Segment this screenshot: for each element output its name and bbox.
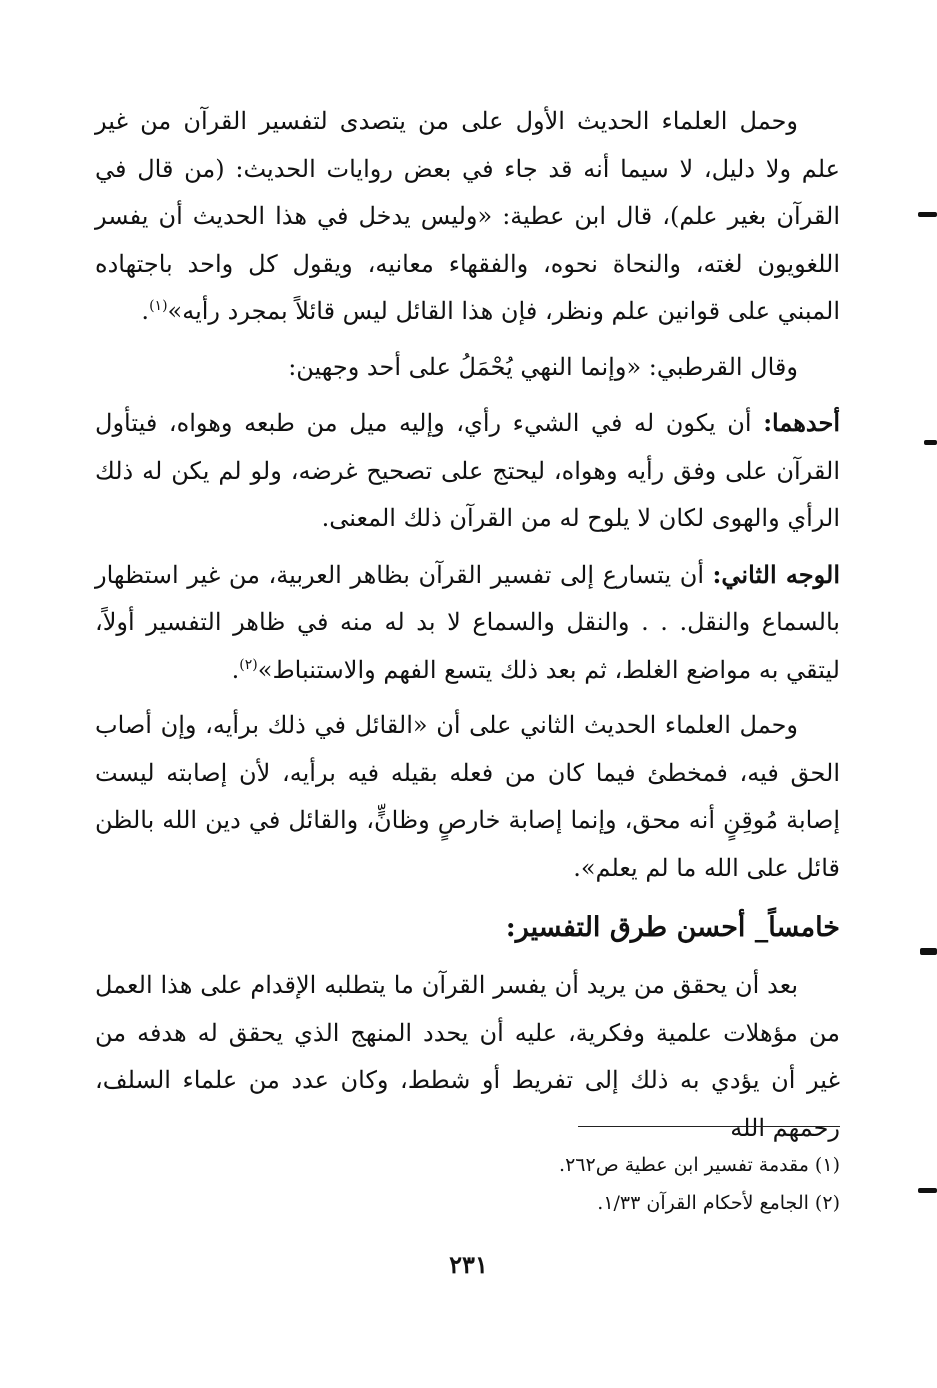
paragraph-4-text: أن يتسارع إلى تفسير القرآن بظاهر العربية، من غير استظهار بالسماع والنقل. . . والنقل والسماع لا بد له منه في ظاهر التفسير أولاً، ليتقي به مواضع الغلط، ثم بعد ذلك يتسع الفهم والاستنباط» [95,560,840,684]
section-heading: خامساً_ أحسن طرق التفسير: [505,912,840,943]
page-body [95,98,840,1152]
footnote-1: (١) مقدمة تفسير ابن عطية ص٢٦٢. [559,1154,840,1176]
paragraph-3-text: أن يكون له في الشيء رأي، وإليه ميل من طبعه وهواه، فيتأول القرآن على وفق رأيه وهواه، ليحتج على تصحيح غرضه، ولو لم يكن له ذلك الرأي والهوى لكان لا يلوح له من القرآن ذلك المعنى. [95,409,840,532]
paragraph-1: وحمل العلماء الحديث الأول على من يتصدى لتفسير القرآن من غير علم ولا دليل، لا سيما أنه قد جاء في بعض روايات الحديث: (من قال في القرآن بغير علم)، قال ابن عطية: «وليس يدخل في هذا الحديث أن يفسر اللغويون لغته، والنحاة نحوه، والفقهاء معانيه، ويقول كل واحد باجتهاده المبني على قوانين علم ونظر، فإن هذا القائل ليس قائلاً بمجرد رأيه»$^{(١)}$. [95,107,840,325]
footnote-ref-2: (٢) [239,656,258,673]
paragraph-2: وقال القرطبي: «وإنما النهي يُحْمَلُ على أحد وجهين: [288,352,798,381]
paragraph-3-lead: أحدهما: [763,408,840,437]
paragraph-1-text: وحمل العلماء الحديث الأول على من يتصدى لتفسير القرآن من غير علم ولا دليل، لا سيما أنه قد جاء في بعض روايات الحديث: (من قال في القرآن بغير علم)، قال ابن عطية: «وليس يدخل في هذا الحديث أن يفسر اللغويون لغته، والنحاة نحوه، والفقهاء معانيه، ويقول كل واحد باجتهاده المبني على قوانين علم ونظر، فإن هذا القائل ليس قائلاً بمجرد رأيه» [95,107,840,325]
margin-marker [920,948,937,955]
page-number: ٢٣١ [449,1250,488,1279]
paragraph-6: بعد أن يحقق من يريد أن يفسر القرآن ما يتطلبه الإقدام على هذا العمل من مؤهلات علمية وفكرية، عليه أن يحدد المنهج الذي يحقق له هدفه من غير أن يؤدي به ذلك إلى تفريط أو شطط، وكان عدد من علماء السلف، رحمهم الله [95,971,841,1142]
paragraph-5: وحمل العلماء الحديث الثاني على أن «القائل في ذلك برأيه، وإن أصاب الحق فيه، فمخطئ فيما كان من فعله بقيله فيه برأيه، لأن إصابته ليست إصابة مُوقِنٍ أنه محق، وإنما إصابة خارصٍ وظانٍّ، والقائل في دين الله بالظن قائل على الله ما لم يعلم». [95,711,840,882]
footnotes [480,1146,840,1222]
footnote-2: (٢) الجامع لأحكام القرآن ١/٣٣. [597,1192,840,1214]
paragraph-4: الوجه الثاني: أن يتسارع إلى تفسير القرآن بظاهر العربية، من غير استظهار بالسماع والنقل. . . والنقل والسماع لا بد له منه في ظاهر التفسير أولاً، ليتقي به مواضع الغلط، ثم بعد ذلك يتسع الفهم والاستنباط»$^{(٢)}$. [95,559,840,684]
paragraph-4-lead: الوجه الثاني: [712,559,840,589]
margin-marker [918,1188,937,1193]
margin-marker [918,212,937,217]
footnote-divider [578,1126,840,1127]
paragraph-3 [95,399,840,543]
margin-marker [924,440,937,445]
footnote-ref-1: (١) [149,298,168,314]
